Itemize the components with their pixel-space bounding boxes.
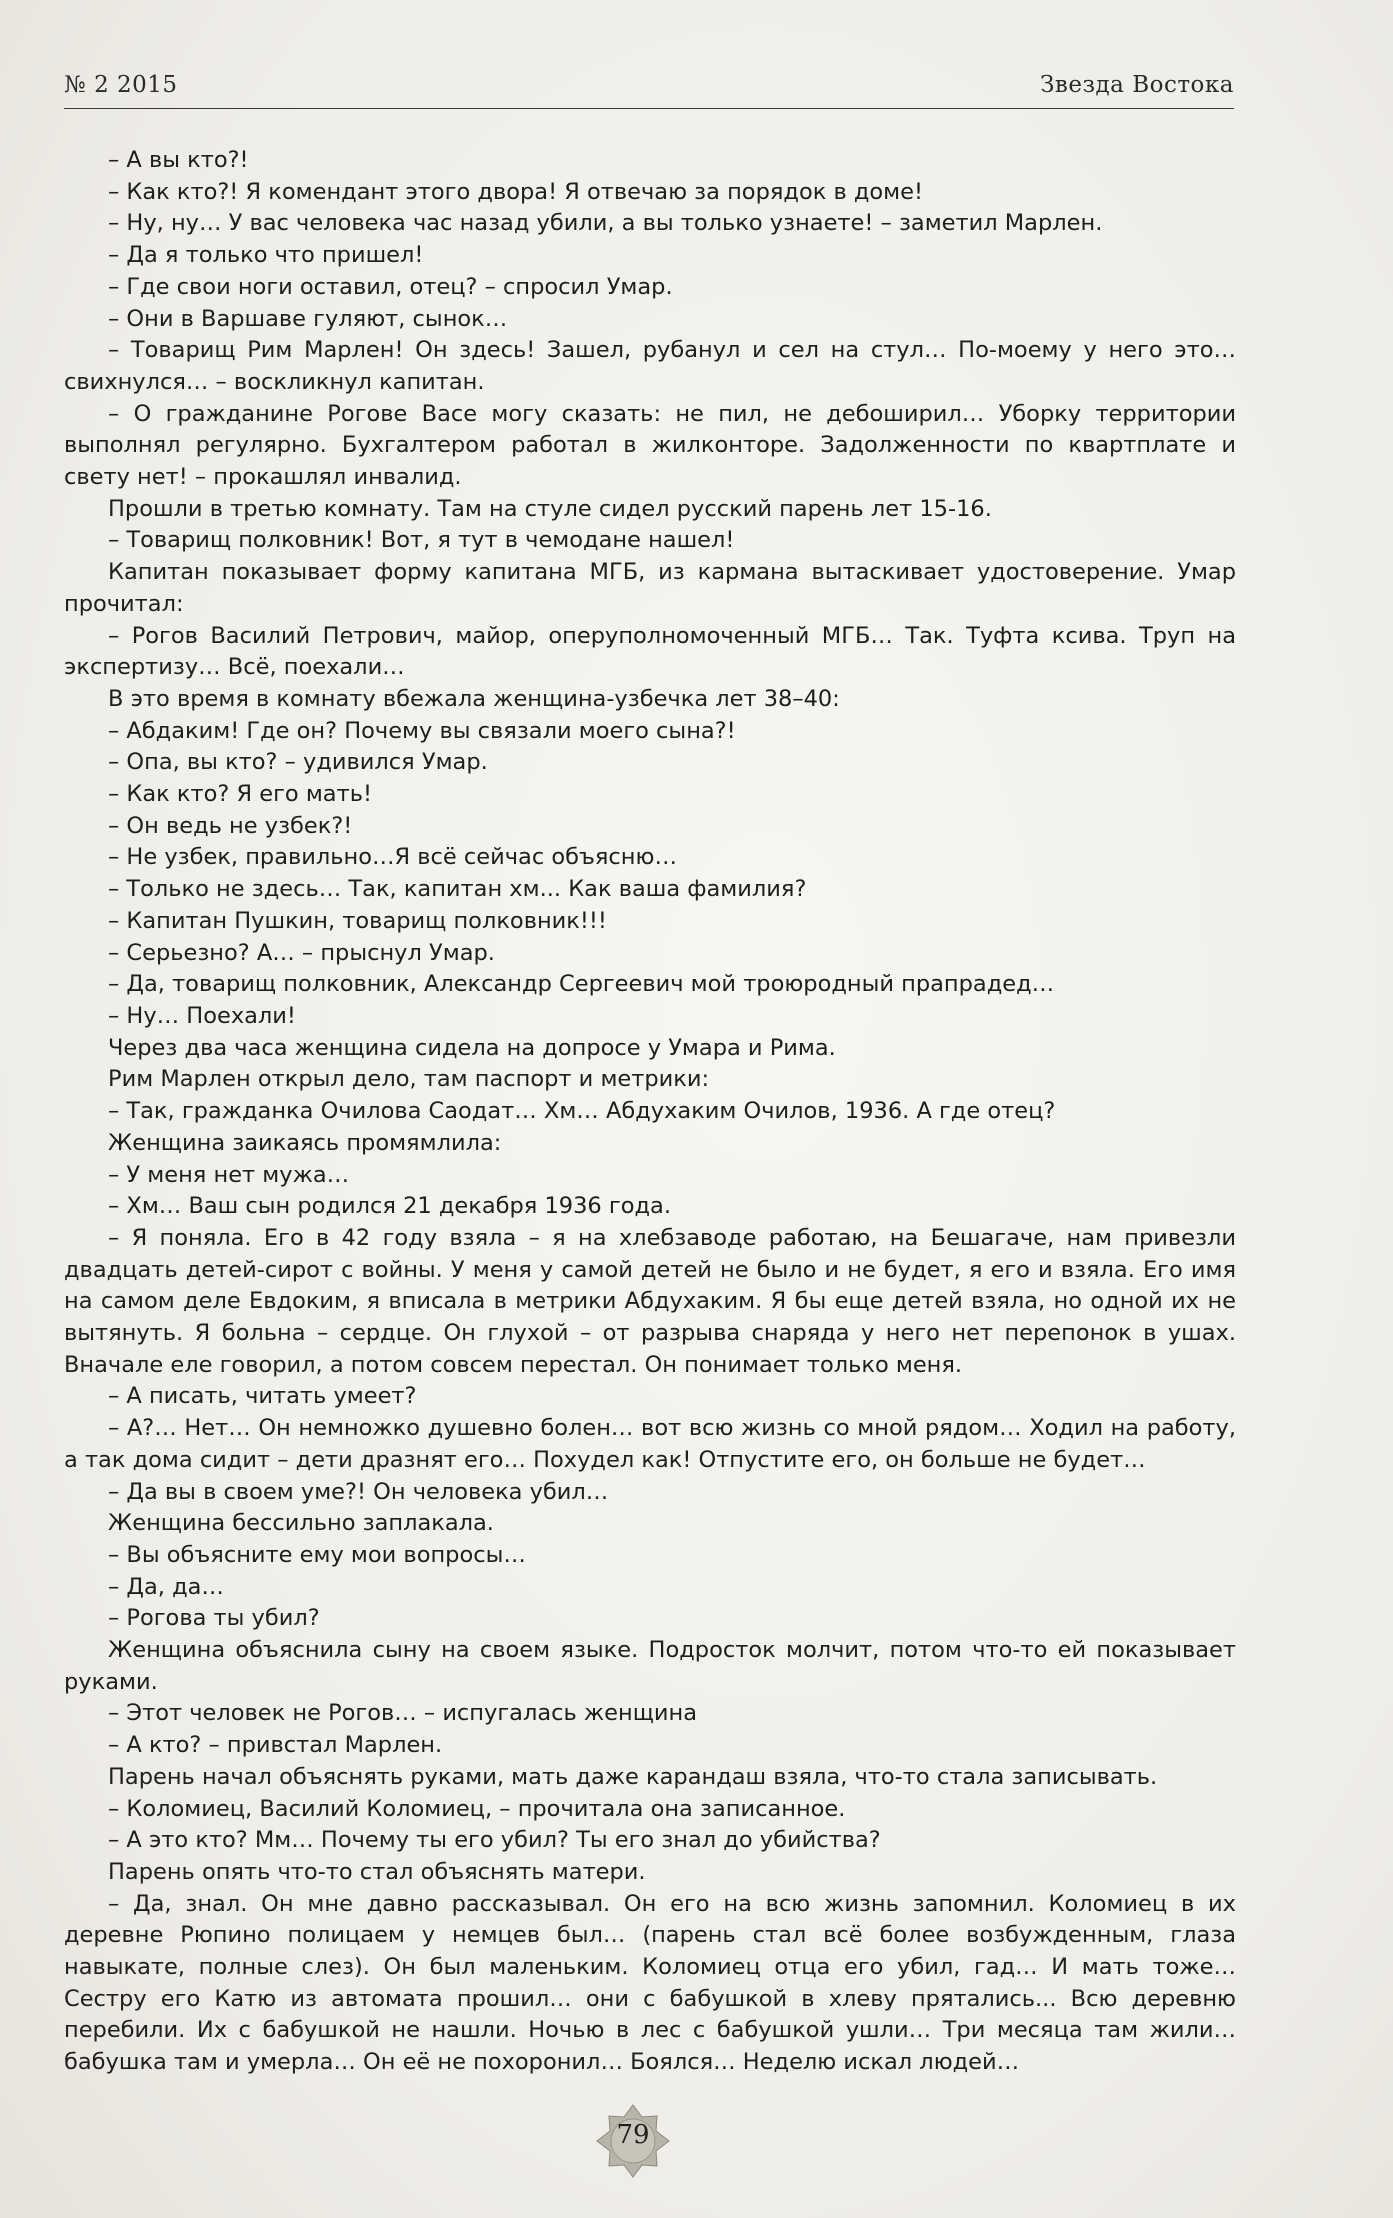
paragraph: – Да вы в своем уме?! Он человека убил… [108, 1478, 609, 1505]
paragraph: – Товарищ Рим Марлен! Он здесь! Зашел, рубанул и сел на стул… По-моему у него это… свихнулся… – воскликнул капитан. [64, 337, 1236, 395]
paragraph: – Только не здесь… Так, капитан хм... Как ваша фамилия? [108, 876, 807, 903]
page-number-ornament [596, 2104, 670, 2178]
paragraph: – Рогова ты убил? [108, 1605, 320, 1632]
paragraph: – Не узбек, правильно…Я всё сейчас объясню… [108, 844, 677, 871]
issue-number: № 2 2015 [64, 72, 178, 98]
paragraph: – А это кто? Мм… Почему ты его убил? Ты его знал до убийства? [108, 1827, 881, 1854]
paragraph: Рим Марлен открыл дело, там паспорт и метрики: [108, 1066, 710, 1093]
paragraph: Женщина объяснила сыну на своем языке. Подросток молчит, потом что-то ей показывает руками. [64, 1637, 1236, 1695]
paragraph: – Да я только что пришел! [108, 242, 424, 269]
paragraph: – Вы объясните ему мои вопросы… [108, 1541, 526, 1568]
paragraph: – Коломиец, Василий Коломиец, – прочитала она записанное. [108, 1795, 846, 1822]
paragraph: – Хм… Ваш сын родился 21 декабря 1936 года. [108, 1193, 671, 1220]
paragraph: – Да, товарищ полковник, Александр Сергеевич мой троюродный прапрадед… [108, 971, 1055, 998]
paragraph: – Так, гражданка Очилова Саодат… Хм… Абдухаким Очилов, 1936. А где отец? [108, 1098, 1056, 1125]
paragraph: – Как кто?! Я комендант этого двора! Я отвечаю за порядок в доме! [108, 178, 924, 205]
paragraph: – Да, да… [108, 1573, 224, 1600]
paragraph: Прошли в третью комнату. Там на стуле сидел русский парень лет 15-16. [108, 495, 992, 522]
paragraph: – Где свои ноги оставил, отец? – спросил Умар. [108, 273, 673, 300]
paragraph: – Товарищ полковник! Вот, я тут в чемодане нашел! [108, 527, 735, 554]
paragraph: Женщина бессильно заплакала. [108, 1510, 494, 1537]
running-header [64, 72, 1234, 112]
paragraph: – У меня нет мужа… [108, 1161, 350, 1188]
paragraph: – А?… Нет… Он немножко душевно болен… вот всю жизнь со мной рядом… Ходил на работу, а так дома сидит – дети дразнят его… Похудел как! Отпустите его, он больше не будет… [64, 1415, 1236, 1473]
paragraph: – Абдаким! Где он? Почему вы связали моего сына?! [108, 717, 736, 744]
paragraph: Парень начал объяснять руками, мать даже карандаш взяла, что-то стала записывать. [108, 1763, 1158, 1790]
paragraph: Через два часа женщина сидела на допросе у Умара и Рима. [108, 1034, 836, 1061]
paragraph: – Как кто? Я его мать! [108, 781, 372, 808]
journal-title: Звезда Востока [1040, 72, 1234, 98]
header-rule [64, 108, 1234, 109]
paragraph: – Опа, вы кто? – удивился Умар. [108, 749, 488, 776]
paragraph: – Ну, ну… У вас человека час назад убили, а вы только узнаете! – заметил Марлен. [108, 210, 1103, 237]
paragraph: – Капитан Пушкин, товарищ полковник!!! [108, 907, 607, 934]
paragraph: – А кто? – привстал Марлен. [108, 1732, 443, 1759]
paragraph: – Серьезно? А… – прыснул Умар. [108, 939, 495, 966]
paragraph: Парень опять что-то стал объяснять матери. [108, 1858, 646, 1885]
paragraph: Женщина заикаясь промямлила: [108, 1129, 502, 1156]
paragraph: – Этот человек не Рогов… – испугалась женщина [108, 1700, 698, 1727]
paragraph: В это время в комнату вбежала женщина-узбечка лет 38–40: [108, 685, 840, 712]
paragraph: – Я поняла. Его в 42 году взяла – я на хлебзаводе работаю, на Бешагаче, нам привезли двадцать детей-сирот с войны. У меня у самой детей не было и не будет, я его и взяла. Его имя на самом деле Евдоким, я вписала в метрики Абдухаким. Я бы еще детей взяла, но одной их не вытянуть. Я больна – сердце. Он глухой – от разрыва снаряда у него нет перепонок в ушах. Вначале еле говорил, а потом совсем перестал. Он понимает только меня. [64, 1224, 1236, 1378]
paragraph: – О гражданине Рогове Васе могу сказать: не пил, не дебоширил… Уборку территории выполнял регулярно. Бухгалтером работал в жилконторе. Задолженности по квартплате и свету нет! – прокашлял инвалид. [64, 400, 1236, 491]
paragraph: – Рогов Василий Петрович, майор, оперуполномоченный МГБ… Так. Туфта ксива. Труп на экспертизу… Всё, поехали… [64, 622, 1236, 681]
paragraph: – Да, знал. Он мне давно рассказывал. Он его на всю жизнь запомнил. Коломиец в их деревне Рюпино полицаем у немцев был… (парень стал всё более возбужденным, глаза навыкате, полные слез). Он был маленьким. Коломиец отца его убил, гад… И мать тоже… Сестру его Катю из автомата прошил… они с бабушкой в хлеву прятались... Всю деревню перебили. Их с бабушкой не нашли. Ночью в лес с бабушкой ушли… Три месяца там жили… бабушка там и умерла… Он её не похоронил… Боялся… Неделю искал людей… [64, 1890, 1236, 2076]
paragraph: – Ну… Поехали! [108, 1002, 296, 1029]
paragraph: – А писать, читать умеет? [108, 1383, 417, 1410]
page-number: 79 [616, 2120, 650, 2150]
paragraph: – Они в Варшаве гуляют, сынок… [108, 305, 508, 332]
paragraph: – Он ведь не узбек?! [108, 812, 353, 839]
paragraph: Капитан показывает форму капитана МГБ, из кармана вытаскивает удостоверение. Умар прочитал: [64, 559, 1236, 617]
article-text [64, 145, 1236, 2079]
paragraph: – А вы кто?! [108, 147, 249, 173]
